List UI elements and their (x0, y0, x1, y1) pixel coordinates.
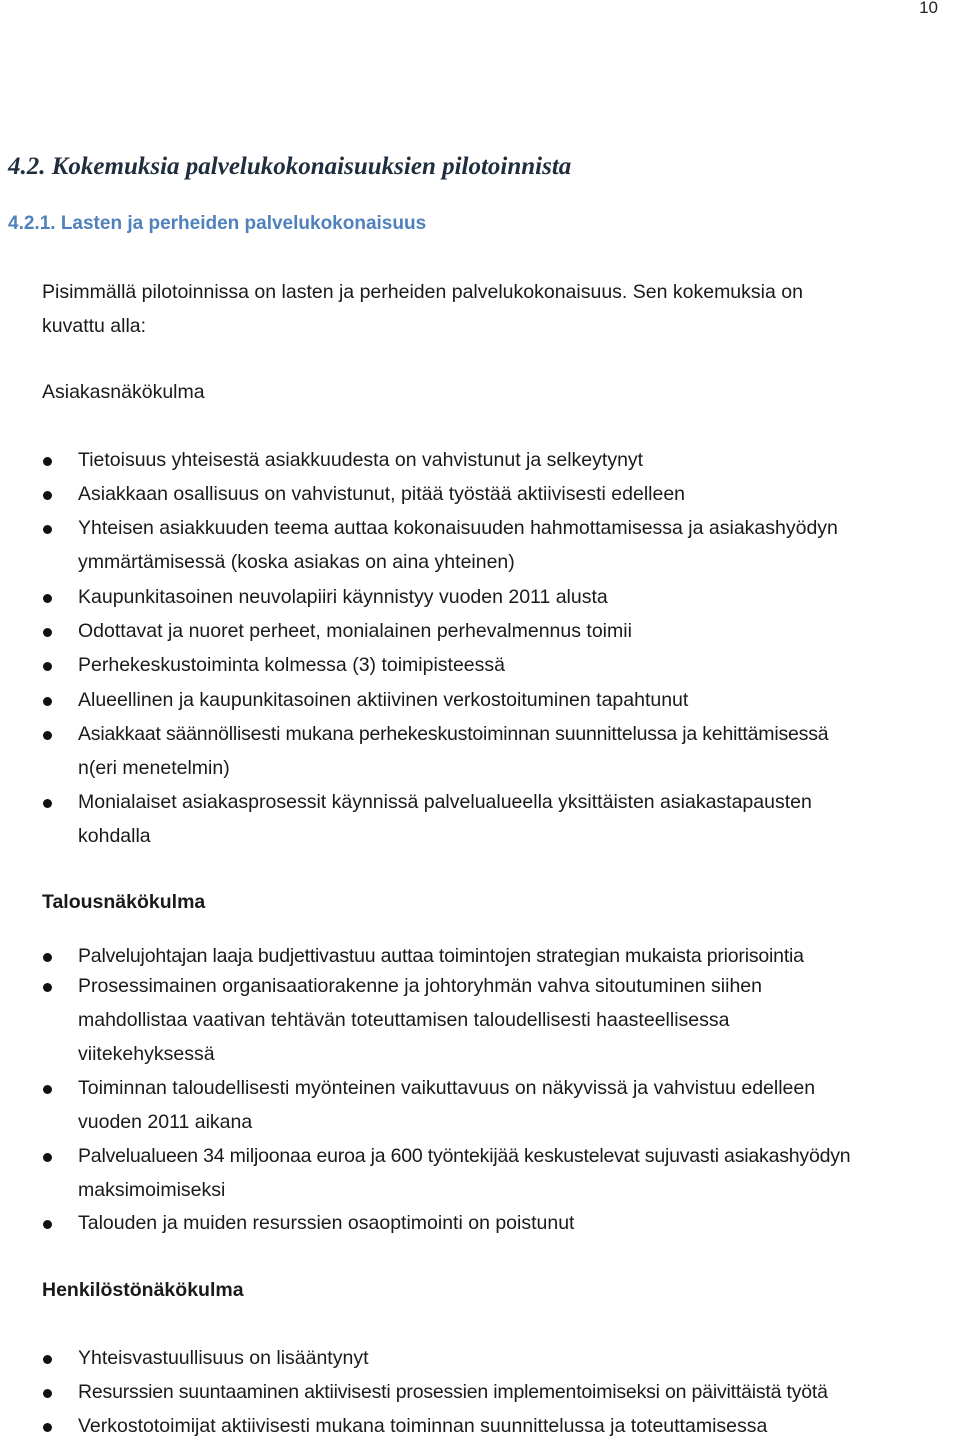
bullet-marker (43, 525, 52, 534)
asiakas-item-3-line-2: ymmärtämisessä (koska asiakas on aina yhteinen) (78, 551, 515, 573)
bullet-marker (43, 1085, 52, 1094)
asiakas-item-3-line-1: Yhteisen asiakkuuden teema auttaa kokonaisuuden hahmottamisessa ja asiakashyödyn (78, 517, 838, 539)
bullet-marker (43, 662, 52, 671)
talous-item-4-line-1: Palvelualueen 34 miljoonaa euroa ja 600 työntekijää keskustelevat sujuvasti asiakashyödyn (78, 1145, 851, 1167)
henkilosto-section-title: Henkilöstönäkökulma (42, 1279, 244, 1301)
bullet-marker (43, 628, 52, 637)
bullet-marker (43, 953, 52, 962)
asiakas-item-2: Asiakkaan osallisuus on vahvistunut, pitää työstää aktiivisesti edelleen (78, 483, 686, 505)
subsection-heading: 4.2.1. Lasten ja perheiden palvelukokonaisuus (8, 213, 427, 234)
bullet-marker (43, 1220, 52, 1229)
talous-item-5: Talouden ja muiden resurssien osaoptimointi on poistunut (78, 1212, 575, 1234)
bullet-marker (43, 1423, 52, 1432)
page-number: 10 (919, 0, 938, 17)
bullet-marker (43, 491, 52, 500)
talous-section-title: Talousnäkökulma (42, 891, 206, 913)
henkilosto-item-1: Yhteisvastuullisuus on lisääntynyt (78, 1347, 369, 1369)
bullet-marker (43, 1389, 52, 1398)
talous-item-2-line-1: Prosessimainen organisaatiorakenne ja johtoryhmän vahva sitoutuminen siihen (78, 975, 762, 997)
intro-line-1: Pisimmällä pilotoinnissa on lasten ja perheiden palvelukokonaisuus. Sen kokemuksia on (42, 281, 803, 303)
bullet-marker (43, 1153, 52, 1162)
talous-item-2-line-3: viitekehyksessä (78, 1043, 215, 1065)
section-heading: 4.2. Kokemuksia palvelukokonaisuuksien pilotoinnista (8, 153, 572, 180)
asiakas-item-8-line-1: Asiakkaat säännöllisesti mukana perhekeskustoiminnan suunnittelussa ja kehittämisessä (78, 723, 829, 745)
henkilosto-item-2: Resurssien suuntaaminen aktiivisesti prosessien implementoimiseksi on päivittäistä työtä (78, 1381, 828, 1403)
asiakas-section-title: Asiakasnäkökulma (42, 381, 205, 403)
asiakas-item-7: Alueellinen ja kaupunkitasoinen aktiivinen verkostoituminen tapahtunut (78, 689, 689, 711)
bullet-marker (43, 983, 52, 992)
talous-item-1: Palvelujohtajan laaja budjettivastuu auttaa toimintojen strategian mukaista priorisointia (78, 945, 804, 967)
asiakas-item-8-line-2: n(eri menetelmin) (78, 757, 230, 779)
bullet-marker (43, 731, 52, 740)
asiakas-item-6: Perhekeskustoiminta kolmessa (3) toimipisteessä (78, 654, 506, 676)
asiakas-item-5: Odottavat ja nuoret perheet, monialainen perhevalmennus toimii (78, 620, 632, 642)
henkilosto-item-3: Verkostotoimijat aktiivisesti mukana toiminnan suunnittelussa ja toteuttamisessa (78, 1415, 768, 1437)
asiakas-item-9-line-1: Monialaiset asiakasprosessit käynnissä palvelualueella yksittäisten asiakastapausten (78, 791, 812, 813)
bullet-marker (43, 799, 52, 808)
asiakas-item-9-line-2: kohdalla (78, 825, 151, 847)
talous-item-4-line-2: maksimoimiseksi (78, 1179, 226, 1201)
bullet-marker (43, 1355, 52, 1364)
bullet-marker (43, 594, 52, 603)
talous-item-3-line-2: vuoden 2011 aikana (78, 1111, 253, 1133)
asiakas-item-1: Tietoisuus yhteisestä asiakkuudesta on vahvistunut ja selkeytynyt (78, 449, 644, 471)
asiakas-item-4: Kaupunkitasoinen neuvolapiiri käynnistyy vuoden 2011 alusta (78, 586, 608, 608)
bullet-marker (43, 457, 52, 466)
bullet-marker (43, 697, 52, 706)
intro-line-2: kuvattu alla: (42, 315, 147, 337)
talous-item-3-line-1: Toiminnan taloudellisesti myönteinen vaikuttavuus on näkyvissä ja vahvistuu edelleen (78, 1077, 816, 1099)
talous-item-2-line-2: mahdollistaa vaativan tehtävän toteuttamisen taloudellisesti haasteellisessa (78, 1009, 730, 1031)
